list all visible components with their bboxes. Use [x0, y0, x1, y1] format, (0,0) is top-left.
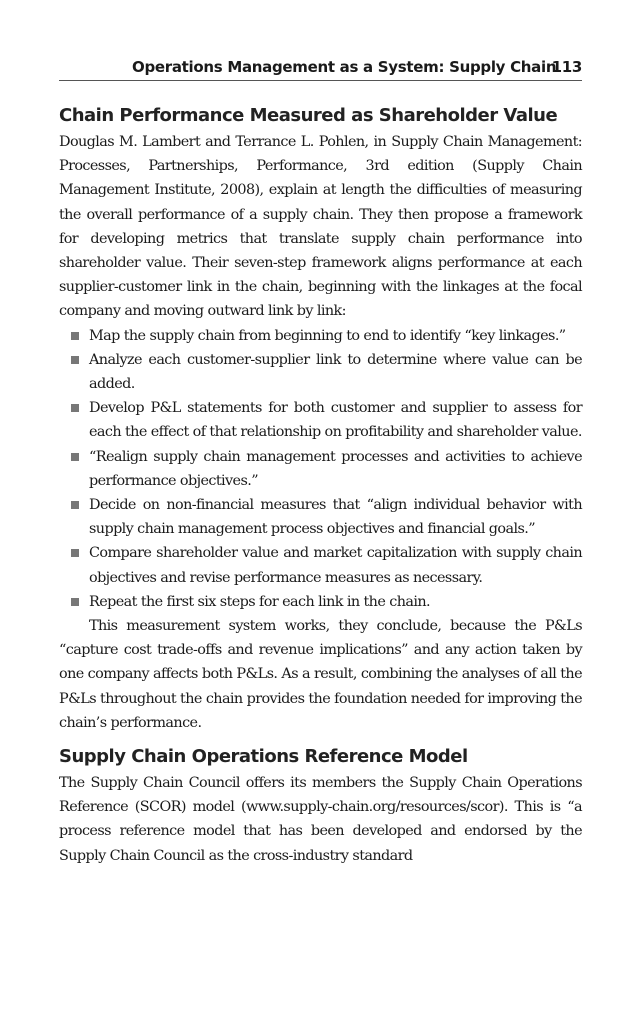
section-heading-chain-performance: Chain Performance Measured as Shareholder Value: [59, 105, 558, 126]
running-title: Operations Management as a System: Supply Chain: [132, 58, 557, 76]
list-item: [59, 348, 582, 396]
square-bullet-icon: [71, 598, 79, 606]
square-bullet-icon: [71, 404, 79, 412]
square-bullet-icon: [71, 332, 79, 340]
square-bullet-icon: [71, 356, 79, 364]
list-item: [59, 324, 582, 348]
scor-paragraph: The Supply Chain Council offers its members the Supply Chain Operations Reference (SCOR) model (www.supply-chain.org/resources/scor). This is “a process reference model that has been developed and endorsed by the Supply Chain Council as the cross-industry standard: [59, 775, 582, 864]
framework-steps-list: [59, 324, 582, 614]
page-number: 113: [551, 58, 582, 76]
list-item: [59, 590, 582, 614]
list-item: [59, 541, 582, 589]
running-header: [59, 54, 582, 81]
list-item: [59, 396, 582, 444]
intro-paragraph: Douglas M. Lambert and Terrance L. Pohlen, in Supply Chain Management: Processes, Partnerships, Performance, 3rd edition (Supply Chain Management Institute, 2008), explain at length the difficulties of measuring the overall performance of a supply chain. They then propose a framework for developing metrics that translate supply chain performance into shareholder value. Their seven-step framework aligns performance at each supplier-customer link in the chain, beginning with the linkages at the focal company and moving outward link by link:: [59, 134, 582, 320]
square-bullet-icon: [71, 549, 79, 557]
list-item: [59, 445, 582, 493]
square-bullet-icon: [71, 501, 79, 509]
list-item-text: Develop P&L statements for both customer and supplier to assess for each the effect of that relationship on profitability and shareholder value.: [89, 400, 582, 441]
list-item-text: “Realign supply chain management processes and activities to achieve performance objectives.”: [89, 448, 582, 489]
conclusion-paragraph: This measurement system works, they conclude, because the P&Ls “capture cost trade-offs and revenue implications” and any action taken by one company affects both P&Ls. As a result, combining the analyses of all the P&Ls throughout the chain provides the foundation needed for improving the chain’s performance.: [59, 618, 582, 731]
list-item-text: Compare shareholder value and market capitalization with supply chain objectives and revise performance measures as necessary.: [89, 545, 582, 586]
list-item-text: Decide on non-financial measures that “align individual behavior with supply chain management process objectives and financial goals.”: [89, 497, 582, 538]
list-item: [59, 493, 582, 541]
square-bullet-icon: [71, 453, 79, 461]
list-item-text: Repeat the first six steps for each link in the chain.: [89, 593, 430, 610]
page-content: [59, 102, 582, 868]
section-heading-scor-model: Supply Chain Operations Reference Model: [59, 746, 468, 768]
list-item-text: Analyze each customer-supplier link to determine where value can be added.: [89, 351, 582, 393]
list-item-text: Map the supply chain from beginning to end to identify “key linkages.”: [89, 327, 566, 344]
